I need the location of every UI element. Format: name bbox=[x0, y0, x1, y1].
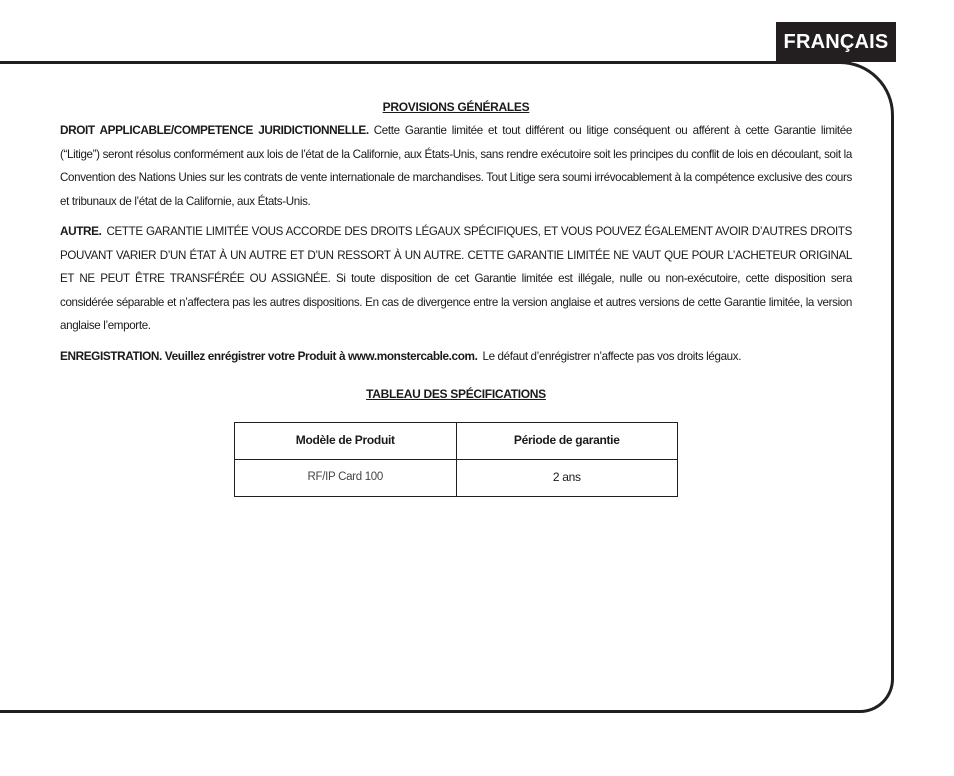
registration-text: Le défaut d’enrégistrer n’affecte pas vos droits légaux. bbox=[482, 349, 742, 363]
governing-law-paragraph bbox=[60, 119, 852, 213]
registration-paragraph bbox=[60, 345, 852, 369]
table-row bbox=[235, 460, 678, 497]
governing-law-text: Cette Garantie limitée et tout différent ou litige conséquent ou afférent à cette Garantie limitée (“Litige”) seront résolus conformément aux lois de l’état de la Californie, aux États-Unis, sans rendre exécutoire soit les principes du conflit de lois en découlant, soit la Convention des Nations Unies sur les contrats de vente internationale de marchandises. Tout Litige sera soumi irrévocablement à la compétence exclusive des cours et tribunaux de l’état de la Californie, aux États-Unis. bbox=[60, 124, 852, 208]
governing-law-lead: DROIT APPLICABLE/COMPETENCE JURIDICTIONNELLE. bbox=[60, 123, 369, 137]
spec-table bbox=[234, 422, 678, 497]
spec-header-model: Modèle de Produit bbox=[235, 423, 457, 460]
spec-header-period: Période de garantie bbox=[456, 423, 678, 460]
spec-table-heading: TABLEAU DES SPÉCIFICATIONS bbox=[366, 387, 546, 401]
other-text: CETTE GARANTIE LIMITÉE VOUS ACCORDE DES DROITS LÉGAUX SPÉCIFIQUES, ET VOUS POUVEZ ÉGALEMENT AVOIR D’AUTRES DROITS POUVANT VARIER D’UN ÉTAT À UN AUTRE ET D’UN RESSORT À UN AUTRE. CETTE GARANTIE LIMITÉE NE VAUT QUE POUR L’ACHETEUR ORIGINAL ET NE PEUT ÊTRE TRANSFÉRÉE OU ASSIGNÉE. Si toute disposition de cet Garantie limitée est illégale, nulle ou non-exécutoire, cette disposition sera considérée séparable et n’affectera pas les autres dispositions. En cas de divergence entre la version anglaise et autres versions de cette Garantie limitée, la version anglaise l’emporte. bbox=[60, 225, 852, 332]
other-lead: AUTRE. bbox=[60, 224, 102, 238]
document-content bbox=[60, 96, 852, 497]
spec-cell-model: RF/IP Card 100 bbox=[235, 460, 457, 497]
general-provisions-heading: PROVISIONS GÉNÉRALES bbox=[382, 100, 530, 114]
other-paragraph bbox=[60, 220, 852, 338]
language-tab: FRANÇAIS bbox=[776, 22, 896, 62]
registration-lead: ENREGISTRATION. Veuillez enrégistrer votre Produit à www.monstercable.com. bbox=[60, 348, 478, 363]
spec-table-header-row bbox=[235, 423, 678, 460]
spec-cell-period: 2 ans bbox=[456, 460, 678, 497]
